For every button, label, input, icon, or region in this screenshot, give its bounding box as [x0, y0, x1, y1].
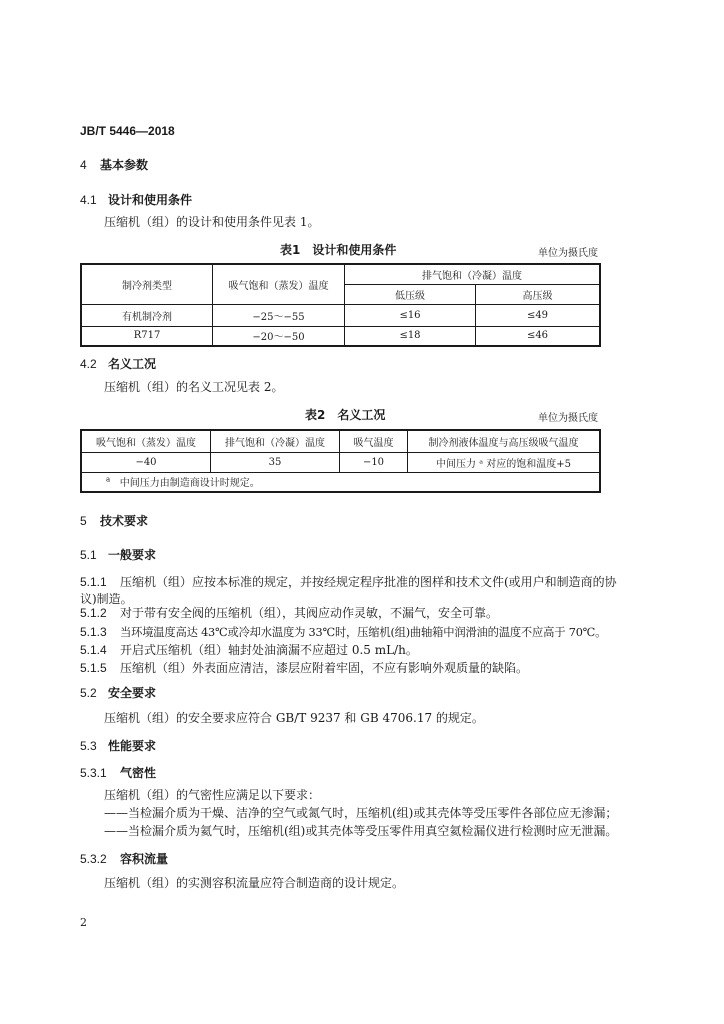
section-number: 4 — [80, 158, 87, 172]
list-item: ——当检漏介质为氦气时，压缩机(组)或其壳体等受压零件用真空氦检漏仪进行检测时应无泄漏。 — [104, 824, 618, 838]
clause-5-1-3 — [80, 623, 606, 642]
section-title: 气密性 — [120, 766, 157, 780]
clause-number: 5.1.3 — [80, 625, 107, 639]
footnote-text: 中间压力由制造商设计时规定。 — [119, 478, 260, 490]
clause-number: 5.1.4 — [80, 643, 107, 657]
section-title: 一般要求 — [108, 548, 157, 562]
section-number: 5.3.2 — [80, 852, 107, 866]
list-item: ——当检漏介质为干燥、洁净的空气或氮气时，压缩机(组)或其壳体等受压零件各部位应无渗漏； — [104, 806, 618, 820]
table-row — [81, 304, 600, 326]
section-5-1-heading — [80, 546, 156, 563]
section-title: 容积流量 — [120, 852, 169, 866]
table-cell: ≤46 — [476, 326, 601, 346]
section-4-heading — [80, 156, 148, 173]
clause-5-1-5 — [80, 659, 528, 678]
table-cell: 有机制冷剂 — [81, 304, 213, 326]
clause-5-1-2 — [80, 604, 498, 623]
section-title: 技术要求 — [100, 514, 149, 528]
table2-unit: 单位为摄氏度 — [538, 413, 598, 424]
section-4-2-heading — [80, 355, 156, 372]
table2-footnote — [81, 472, 600, 492]
table-cell: −10 — [340, 452, 408, 472]
table-cell: −25～−55 — [213, 304, 345, 326]
section-number: 5.1 — [80, 548, 97, 562]
section-number: 5 — [80, 514, 87, 528]
table-cell: ≤18 — [345, 326, 476, 346]
section-5-2-heading — [80, 684, 156, 701]
table1-unit: 单位为摄氏度 — [538, 248, 598, 259]
table2-header-discharge: 排气饱和（冷凝）温度 — [211, 430, 340, 452]
table1-caption: 表1 设计和使用条件 — [280, 243, 397, 257]
table-row — [81, 452, 600, 472]
table1-header-refrigerant: 制冷剂类型 — [81, 264, 213, 304]
clause-5-1-1 — [80, 573, 617, 592]
section-number: 5.2 — [80, 686, 97, 700]
section-number: 5.3 — [80, 739, 97, 753]
section-5-3-1-heading — [80, 764, 156, 781]
table2-header-liquid-temp: 制冷剂液体温度与高压级吸气温度 — [408, 430, 601, 452]
clause-text: 压缩机（组）应按本标准的规定，并按经规定程序批准的图样和技术文件(或用户和制造商的协 — [120, 575, 617, 589]
clause-number: 5.1.1 — [80, 575, 107, 589]
table-cell: −40 — [81, 452, 211, 472]
section-number: 5.3.1 — [80, 766, 107, 780]
table2-header-suction: 吸气饱和（蒸发）温度 — [81, 430, 211, 452]
table1-header-high: 高压级 — [476, 284, 601, 304]
section-5-heading — [80, 512, 148, 529]
clause-text: 当环境温度高达 43℃或冷却水温度为 33℃时，压缩机(组)曲轴箱中润滑油的温度不应高于 70℃。 — [120, 626, 607, 639]
section-title: 设计和使用条件 — [108, 193, 193, 207]
table1 — [80, 263, 601, 347]
section-title: 基本参数 — [100, 158, 149, 172]
section-number: 4.1 — [80, 193, 97, 207]
table-cell: 35 — [211, 452, 340, 472]
table1-header-suction: 吸气饱和（蒸发）温度 — [213, 264, 345, 304]
document-header-id: JB/T 5446—2018 — [80, 124, 175, 138]
section-5-2-text: 压缩机（组）的安全要求应符合 GB/T 9237 和 GB 4706.17 的规定。 — [104, 711, 484, 725]
clause-text: 压缩机（组）外表面应清洁，漆层应附着牢固，不应有影响外观质量的缺陷。 — [120, 661, 529, 675]
table1-header-discharge: 排气饱和（冷凝）温度 — [345, 264, 601, 284]
clause-number: 5.1.2 — [80, 606, 107, 620]
section-5-3-heading — [80, 737, 156, 754]
page-number: 2 — [80, 916, 87, 929]
section-title: 性能要求 — [108, 739, 157, 753]
section-5-3-2-heading — [80, 850, 168, 867]
table-cell: 中间压力 ᵃ 对应的饱和温度+5 — [408, 452, 601, 472]
table2 — [80, 429, 601, 493]
section-number: 4.2 — [80, 357, 97, 371]
table-cell: R717 — [81, 326, 213, 346]
table2-header-suction-temp: 吸气温度 — [340, 430, 408, 452]
section-4-1-heading — [80, 191, 192, 208]
clause-text: 对于带有安全阀的压缩机（组），其阀应动作灵敏，不漏气，安全可靠。 — [120, 606, 499, 620]
section-title: 安全要求 — [108, 686, 157, 700]
footnote-mark: a — [106, 475, 111, 484]
table-cell: −20～−50 — [213, 326, 345, 346]
section-4-2-text: 压缩机（组）的名义工况见表 2。 — [104, 380, 284, 394]
section-5-3-2-text: 压缩机（组）的实测容积流量应符合制造商的设计规定。 — [104, 876, 405, 890]
table-row — [81, 326, 600, 346]
clause-number: 5.1.5 — [80, 661, 107, 675]
section-title: 名义工况 — [108, 357, 157, 371]
clause-5-1-4 — [80, 641, 418, 660]
table1-header-low: 低压级 — [345, 284, 476, 304]
clause-text: 开启式压缩机（组）轴封处油滴漏不应超过 0.5 mL/h。 — [120, 643, 418, 657]
section-5-3-1-text: 压缩机（组）的气密性应满足以下要求： — [104, 788, 321, 802]
table-cell: ≤16 — [345, 304, 476, 326]
section-4-1-text: 压缩机（组）的设计和使用条件见表 1。 — [104, 215, 320, 229]
table2-caption: 表2 名义工况 — [305, 408, 386, 422]
table-cell: ≤49 — [476, 304, 601, 326]
clause-5-1-1-continued: 议)制造。 — [80, 592, 133, 606]
